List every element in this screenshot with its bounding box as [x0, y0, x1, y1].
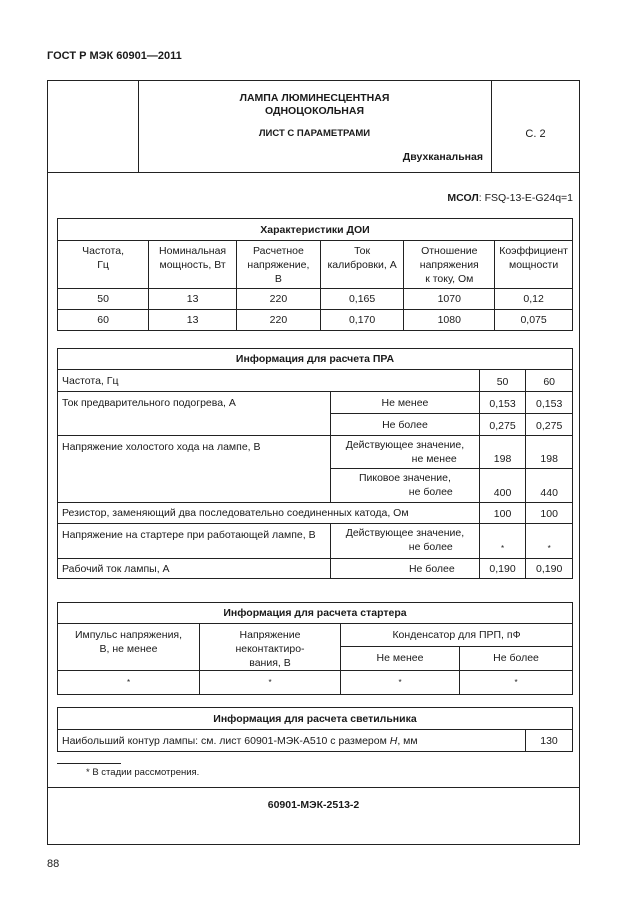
cell: 100	[526, 503, 573, 524]
condition-rms	[331, 436, 480, 469]
header-text: Коэффициент	[499, 245, 568, 257]
condition-current: Не более	[331, 559, 480, 579]
title-block-right-divider	[491, 80, 492, 172]
msol-value: : FSQ-13-E-G24q=1	[478, 192, 573, 204]
header-text: Отношение	[421, 245, 478, 257]
luminaire-info-title: Информация для расчета светильника	[58, 708, 573, 730]
cell: 60	[58, 310, 149, 331]
preheat-label: Ток предварительного подогрева, А	[58, 392, 331, 436]
title-block-divider	[47, 172, 580, 173]
condition-min: Не менее	[331, 392, 480, 414]
starter-info-table	[57, 602, 573, 695]
condition-max: Не более	[331, 414, 480, 436]
cell: 198	[479, 436, 526, 469]
header-text: к току, Ом	[425, 273, 474, 285]
header-pulse-voltage	[58, 624, 200, 671]
cell: *	[479, 524, 526, 559]
header-text: мощность, Вт	[159, 259, 226, 271]
page-indicator: С. 2	[525, 128, 546, 140]
cell: 1080	[404, 310, 495, 331]
sheet-title-line2: ОДНОЦОКОЛЬНАЯ	[264, 105, 365, 117]
cell: 0,275	[479, 414, 526, 436]
header-power	[149, 241, 237, 289]
header-text: напряжение,	[247, 259, 310, 271]
ballast-info-title: Информация для расчета ПРА	[58, 349, 573, 370]
condition-text: Действующее значение,	[345, 439, 465, 451]
starter-voltage-label: Напряжение на стартере при работающей лампе, В	[58, 524, 331, 559]
header-non-contact-voltage	[200, 624, 341, 671]
cell: 0,190	[479, 559, 526, 579]
msol-designation	[300, 192, 573, 204]
condition-text: не более	[408, 541, 453, 553]
contour-text: Наибольший контур лампы: см. лист 60901-МЭК-А510 с размером	[62, 734, 390, 747]
header-power-factor	[495, 241, 573, 289]
sheet-subtitle: ЛИСТ С ПАРАМЕТРАМИ	[258, 128, 371, 139]
cell: 13	[149, 310, 237, 331]
contour-unit: , мм	[397, 734, 418, 747]
msol-label: МСОЛ	[447, 192, 479, 204]
footnote: * В стадии рассмотрения.	[86, 767, 200, 778]
header-text: Ток	[354, 245, 371, 257]
cell: 220	[237, 310, 321, 331]
cell: 50	[479, 370, 526, 392]
header-capacitor-max: Не более	[460, 646, 573, 670]
document-header: ГОСТ Р МЭК 60901—2011	[47, 50, 182, 62]
header-text: В	[274, 273, 282, 285]
cell: 1070	[404, 289, 495, 310]
header-text: Номинальная	[159, 245, 227, 257]
cell: 60	[526, 370, 573, 392]
header-text: Напряжение неконтактиро-	[235, 629, 305, 655]
cell: 0,075	[495, 310, 573, 331]
header-text: Гц	[97, 259, 109, 271]
cell: 0,275	[526, 414, 573, 436]
header-text: вания, В	[249, 657, 291, 669]
header-text: Расчетное	[252, 245, 304, 257]
cell: 0,153	[526, 392, 573, 414]
cell: 400	[479, 469, 526, 503]
characteristics-title: Характеристики ДОИ	[58, 219, 573, 241]
condition-starter	[331, 524, 480, 559]
cell: 0,165	[320, 289, 404, 310]
header-voltage	[237, 241, 321, 289]
cell: *	[58, 671, 200, 695]
header-text: Импульс напряжения,	[74, 629, 183, 641]
sheet-code: 60901-МЭК-2513-2	[267, 799, 360, 811]
header-ratio	[404, 241, 495, 289]
sheet-title-line1: ЛАМПА ЛЮМИНЕСЦЕНТНАЯ	[239, 92, 390, 104]
condition-text: Пиковое значение,	[358, 472, 451, 484]
cell: 50	[58, 289, 149, 310]
table-row	[58, 289, 573, 310]
starter-info-title: Информация для расчета стартера	[58, 603, 573, 624]
page-number: 88	[47, 858, 60, 870]
table-row	[58, 310, 573, 331]
header-text: Частота,	[82, 245, 124, 257]
lamp-current-label: Рабочий ток лампы, А	[58, 559, 331, 579]
resistor-label: Резистор, заменяющий два последовательно соединенных катода, Ом	[58, 503, 480, 524]
header-text: В, не менее	[99, 643, 158, 655]
condition-text: Действующее значение,	[345, 527, 465, 539]
table-row	[58, 671, 573, 695]
luminaire-info-table	[57, 707, 573, 752]
cell: *	[200, 671, 341, 695]
header-text: мощности	[508, 259, 559, 271]
lamp-type: Двухканальная	[402, 151, 483, 163]
cell: *	[460, 671, 573, 695]
footer-divider	[47, 787, 580, 788]
contour-variable: H	[389, 734, 398, 747]
frequency-label: Частота, Гц	[58, 370, 480, 392]
cell: 0,153	[479, 392, 526, 414]
characteristics-table	[57, 218, 573, 331]
condition-peak	[331, 469, 480, 503]
cell: *	[341, 671, 460, 695]
header-capacitor: Конденсатор для ПРП, пФ	[341, 624, 573, 647]
footnote-rule	[57, 763, 121, 764]
header-text: калибровки, А	[327, 259, 397, 271]
cell: 198	[526, 436, 573, 469]
cell: 0,170	[320, 310, 404, 331]
sheet-title	[138, 92, 491, 118]
header-capacitor-min: Не менее	[341, 646, 460, 670]
cell: 0,190	[526, 559, 573, 579]
cell: *	[526, 524, 573, 559]
header-text: напряжения	[419, 259, 479, 271]
ballast-info-table	[57, 348, 573, 579]
header-current	[320, 241, 404, 289]
cell: 100	[479, 503, 526, 524]
cell: 130	[526, 730, 573, 752]
condition-text: не менее	[411, 453, 457, 465]
cell: 0,12	[495, 289, 573, 310]
luminaire-contour-label	[58, 730, 526, 752]
cell: 13	[149, 289, 237, 310]
cell: 220	[237, 289, 321, 310]
condition-text: не более	[408, 486, 453, 498]
cell: 440	[526, 469, 573, 503]
ocv-label: Напряжение холостого хода на лампе, В	[58, 436, 331, 503]
header-frequency	[58, 241, 149, 289]
